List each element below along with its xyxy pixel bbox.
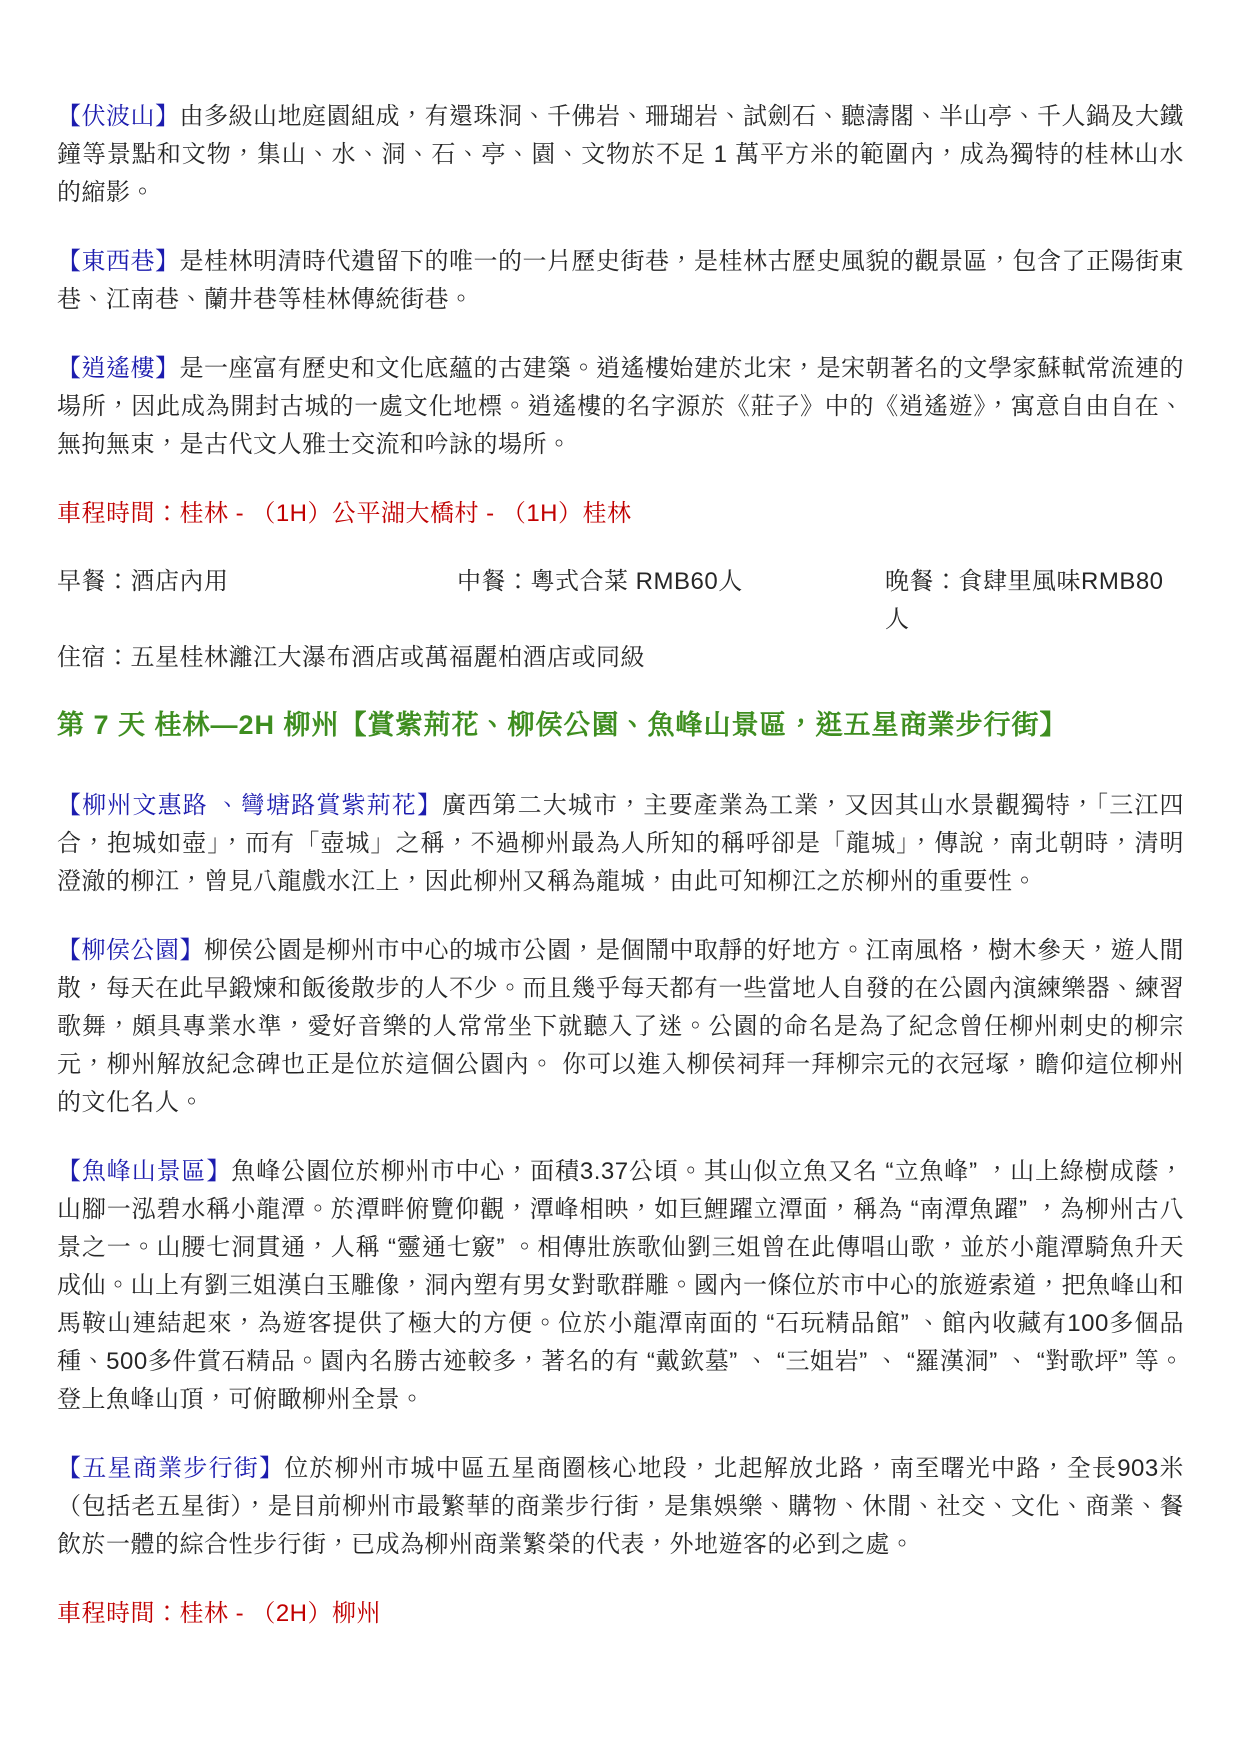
attraction-tag-liuhou: 【柳侯公園】 — [57, 937, 204, 964]
attraction-paragraph-xiaoyaolou — [57, 350, 1184, 464]
attraction-paragraph-fuboshan — [57, 98, 1184, 212]
attraction-tag-yufengshan: 【魚峰山景區】 — [57, 1158, 232, 1185]
drive-time-day7: 車程時間：桂林 - （2H）柳州 — [57, 1600, 382, 1627]
attraction-body-dongxixiang: 是桂林明清時代遺留下的唯一的一片歷史街巷，是桂林古歷史風貌的觀景區，包含了正陽街東巷、江南巷、蘭井巷等桂林傳統街巷。 — [57, 248, 1184, 313]
meals-and-hotel-block — [57, 563, 1184, 677]
attraction-paragraph-dongxixiang — [57, 243, 1184, 319]
attraction-tag-wenhuilu: 【柳州文惠路 、彎塘路賞紫荊花】 — [57, 792, 443, 819]
dinner-info: 晚餐：食肆里風味RMB80人 — [885, 568, 1164, 633]
breakfast-info: 早餐：酒店內用 — [57, 568, 229, 595]
attraction-body-wuxing: 位於柳州市城中區五星商圈核心地段，北起解放北路，南至曙光中路，全長903米（包括老五星街），是目前柳州市最繁華的商業步行街，是集娛樂、購物、休閒、社交、文化、商業、餐飲於一體的綜合性步行街，已成為柳州商業繁榮的代表，外地遊客的必到之處。 — [57, 1455, 1184, 1558]
attraction-body-xiaoyaolou: 是一座富有歷史和文化底蘊的古建築。逍遙樓始建於北宋，是宋朝著名的文學家蘇軾常流連的場所，因此成為開封古城的一處文化地標。逍遙樓的名字源於《莊子》中的《逍遙遊》，寓意自由自在、無拘無束，是古代文人雅士交流和吟詠的場所。 — [57, 355, 1184, 458]
attraction-tag-xiaoyaolou: 【逍遙樓】 — [57, 355, 180, 382]
attraction-body-yufengshan: 魚峰公園位於柳州市中心，面積3.37公頃。其山似立魚又名 “立魚峰” ，山上綠樹成蔭，山腳一泓碧水稱小龍潭。於潭畔俯覽仰觀，潭峰相映，如巨鯉躍立潭面，稱為 “南潭魚躍” ，為柳州古八景之一。山腰七洞貫通，人稱 “靈通七竅” 。相傳壯族歌仙劉三姐曾在此傳唱山歌，並於小龍潭騎魚升天成仙。山上有劉三姐漢白玉雕像，洞內塑有男女對歌群雕。國內一條位於市中心的旅遊索道，把魚峰山和馬鞍山連結起來，為遊客提供了極大的方便。位於小龍潭南面的 “石玩精品館” 、館內收藏有100多個品種、500多件賞石精品。園內名勝古迹較多，著名的有 “戴欽墓” 、 “三姐岩” 、 “羅漢洞” 、 “對歌坪” 等。登上魚峰山頂，可俯瞰柳州全景。 — [57, 1158, 1184, 1413]
attraction-body-liuhou: 柳侯公園是柳州市中心的城市公園，是個鬧中取靜的好地方。江南風格，樹木參天，遊人閒散，每天在此早鍛煉和飯後散步的人不少。而且幾乎每天都有一些當地人自發的在公園內演練樂器、練習歌舞，頗具專業水準，愛好音樂的人常常坐下就聽入了迷。公園的命名是為了紀念曾任柳州刺史的柳宗元，柳州解放紀念碑也正是位於這個公園內。 你可以進入柳侯祠拜一拜柳宗元的衣冠塚，瞻仰這位柳州的文化名人。 — [57, 937, 1184, 1116]
hotel-info: 住宿：五星桂林灕江大瀑布酒店或萬福麗柏酒店或同級 — [57, 644, 645, 671]
lunch-info: 中餐：粵式合菜 RMB60人 — [457, 568, 743, 595]
attraction-paragraph-liuhou — [57, 932, 1184, 1122]
day7-heading: 第 7 天 桂林—2H 柳州【賞紫荊花、柳侯公園、魚峰山景區，逛五星商業步行街】 — [57, 710, 1068, 740]
attraction-tag-dongxixiang: 【東西巷】 — [57, 248, 180, 275]
attraction-paragraph-wuxing — [57, 1450, 1184, 1564]
attraction-tag-wuxing: 【五星商業步行街】 — [57, 1455, 285, 1482]
attraction-tag-fuboshan: 【伏波山】 — [57, 103, 180, 130]
attraction-body-wenhuilu: 廣西第二大城市，主要產業為工業，又因其山水景觀獨特，「三江四合，抱城如壺」，而有「壺城」之稱，不過柳州最為人所知的稱呼卻是「龍城」，傳說，南北朝時，清明澄澈的柳江，曾見八龍戲水江上，因此柳州又稱為龍城，由此可知柳江之於柳州的重要性。 — [57, 792, 1185, 895]
drive-time-day6: 車程時間：桂林 - （1H）公平湖大橋村 - （1H）桂林 — [57, 500, 632, 527]
attraction-paragraph-yufengshan — [57, 1153, 1184, 1419]
attraction-body-fuboshan: 由多級山地庭園組成，有還珠洞、千佛岩、珊瑚岩、試劍石、聽濤閣、半山亭、千人鍋及大鐵鐘等景點和文物，集山、水、洞、石、亭、園、文物於不足 1 萬平方米的範圍內，成為獨特的桂林山水的縮影。 — [57, 103, 1184, 206]
attraction-paragraph-wenhuilu — [57, 787, 1184, 901]
meals-row — [57, 563, 1184, 639]
